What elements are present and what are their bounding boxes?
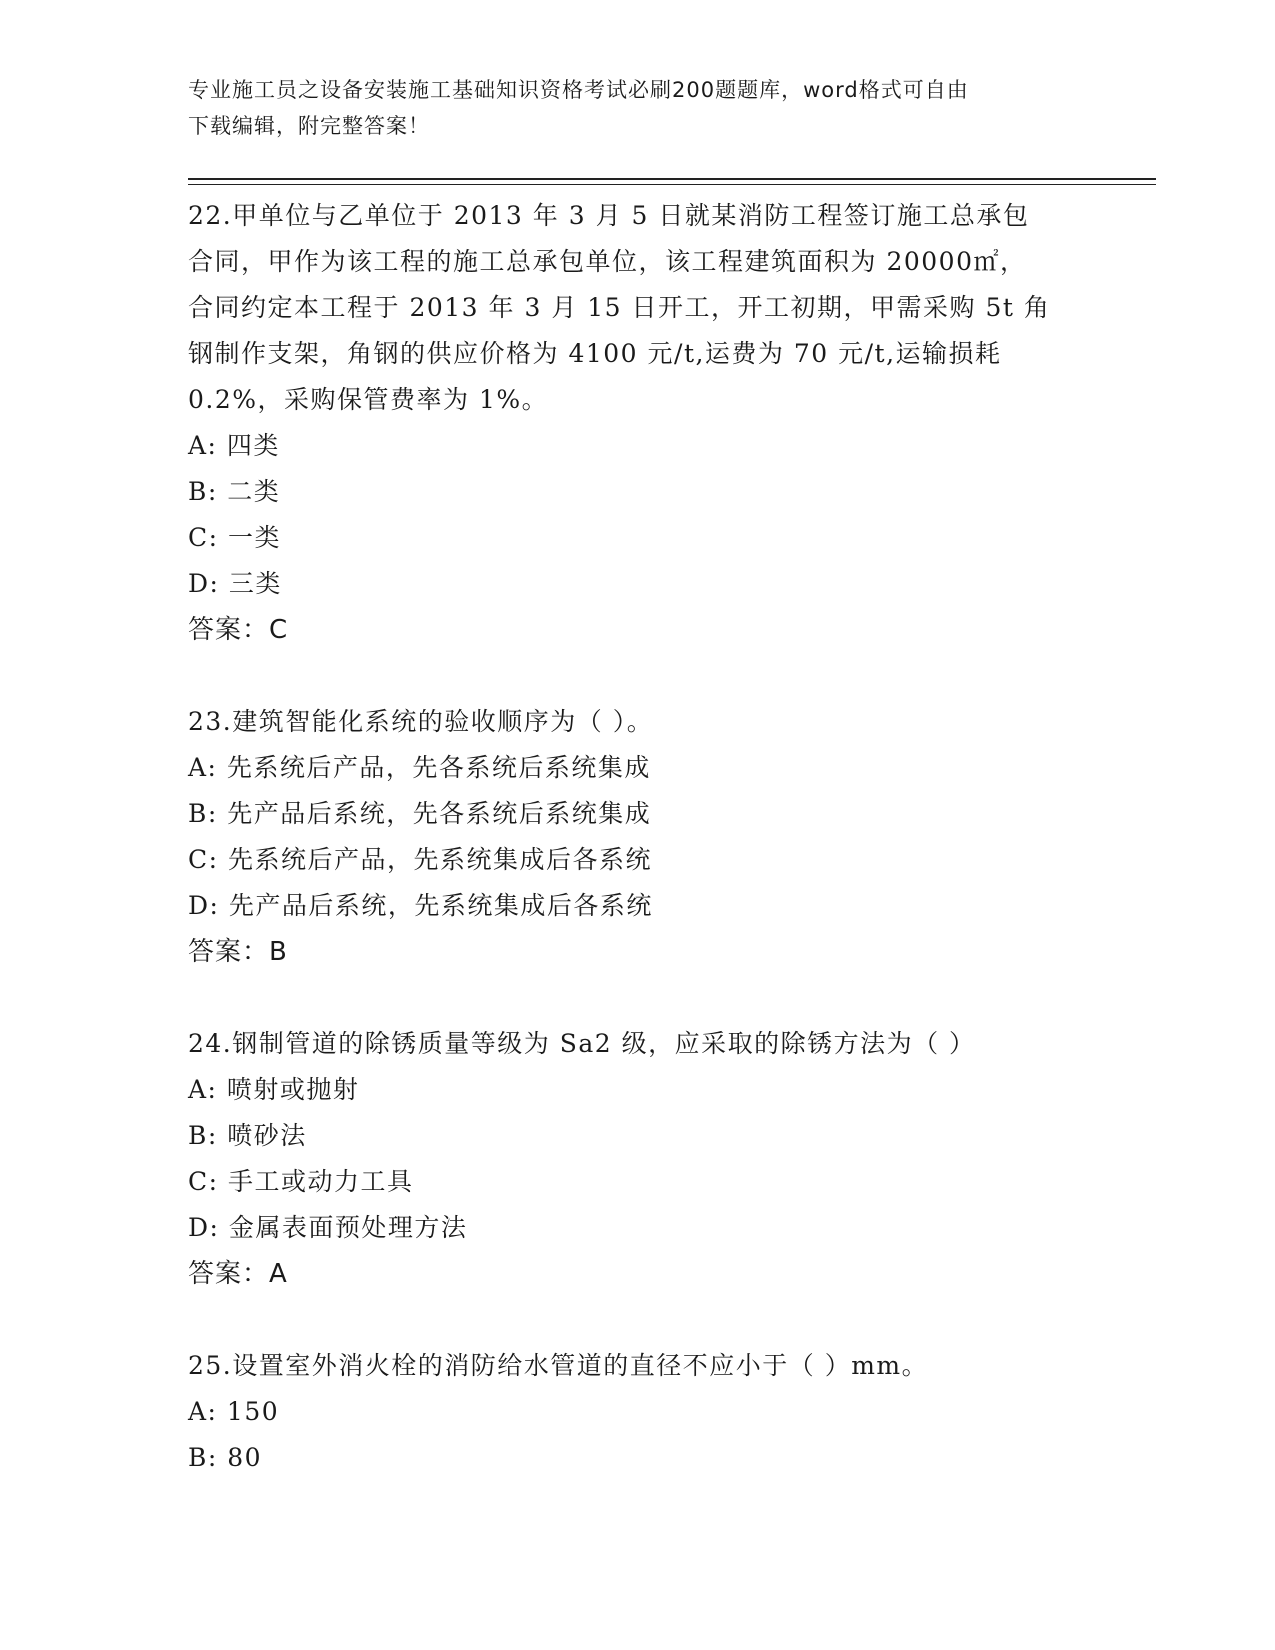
answer-label: 答案：A [188,1259,288,1289]
spacer [188,653,1088,699]
question-stem-line: 25.设置室外消火栓的消防给水管道的直径不应小于（ ）mm。 [188,1351,929,1380]
header-divider-thick [188,178,1156,180]
option-a: A: 四类 [188,431,280,460]
option-b: B: 二类 [188,477,281,506]
option-a: A: 150 [188,1397,280,1426]
question-24 [188,1021,1088,1297]
question-stem-line: 钢制作支架，角钢的供应价格为 4100 元/t,运费为 70 元/t,运输损耗 [188,339,1002,368]
header-line-2: 下载编辑，附完整答案！ [188,114,430,138]
header-divider-thin [188,184,1156,185]
option-a: A: 喷射或抛射 [188,1075,360,1104]
option-d: D: 三类 [188,569,282,598]
spacer [188,1297,1088,1343]
option-b: B: 喷砂法 [188,1121,307,1150]
option-c: C: 一类 [188,523,281,552]
option-b: B: 先产品后系统，先各系统后系统集成 [188,799,652,828]
option-d: D: 先产品后系统，先系统集成后各系统 [188,891,653,920]
spacer [188,975,1088,1021]
option-b: B: 80 [188,1443,263,1472]
option-c: C: 先系统后产品，先系统集成后各系统 [188,845,652,874]
question-stem-line: 合同，甲作为该工程的施工总承包单位，该工程建筑面积为 20000㎡， [188,247,1027,276]
answer-label: 答案：B [188,937,288,967]
question-22 [188,193,1088,653]
document-header [188,72,1088,144]
question-list [188,193,1088,1481]
header-line-1: 专业施工员之设备安装施工基础知识资格考试必刷200题题库，word格式可自由 [188,78,969,102]
question-stem-line: 0.2%，采购保管费率为 1%。 [188,385,549,414]
question-stem-line: 22.甲单位与乙单位于 2013 年 3 月 5 日就某消防工程签订施工总承包 [188,201,1030,230]
option-c: C: 手工或动力工具 [188,1167,414,1196]
answer-label: 答案：C [188,615,289,645]
question-23 [188,699,1088,975]
question-25 [188,1343,1088,1481]
option-d: D: 金属表面预处理方法 [188,1213,468,1242]
option-a: A: 先系统后产品，先各系统后系统集成 [188,753,651,782]
question-stem-line: 24.钢制管道的除锈质量等级为 Sa2 级，应采取的除锈方法为（ ） [188,1029,976,1058]
question-stem-line: 合同约定本工程于 2013 年 3 月 15 日开工，开工初期，甲需采购 5t 角 [188,293,1051,322]
question-stem-line: 23.建筑智能化系统的验收顺序为（ ）。 [188,707,654,736]
